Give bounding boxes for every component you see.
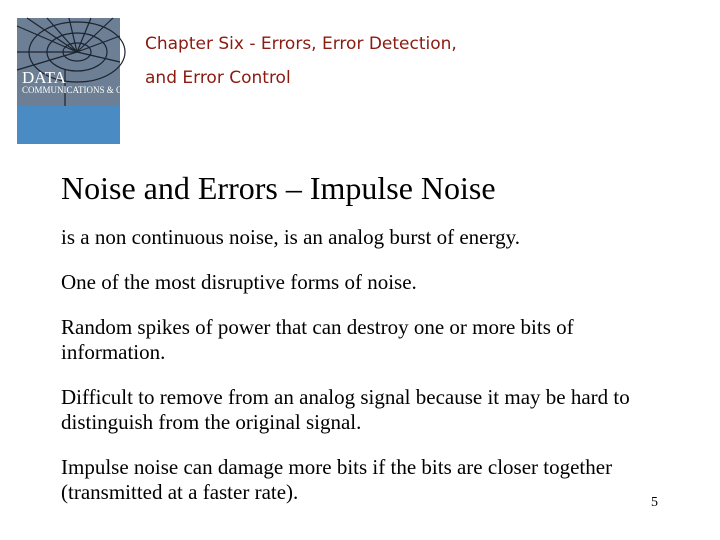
bullet-item: Random spikes of power that can destroy one or more bits of information. [61,315,574,364]
bullet-item: Difficult to remove from an analog signal because it may be hard to distinguish from the original signal. [61,385,630,434]
chapter-title [145,27,545,95]
bullet-item: Impulse noise can damage more bits if the bits are closer together (transmitted at a faster rate). [61,455,613,504]
cover-lower-band [17,106,120,144]
bullet-item: One of the most disruptive forms of noise. [61,270,417,294]
chapter-title-line-2: and Error Control [145,68,291,88]
cover-title: DATA [22,68,66,87]
bullet-list [61,225,661,525]
bullet-item: is a non continuous noise, is an analog burst of energy. [61,225,521,249]
slide-heading: Noise and Errors – Impulse Noise [61,170,496,206]
page-number: 5 [651,495,658,510]
cover-subtitle: COMMUNICATIONS & COMPUTER NETWORKS [22,85,218,95]
chapter-title-line-1: Chapter Six - Errors, Error Detection, [145,34,457,54]
